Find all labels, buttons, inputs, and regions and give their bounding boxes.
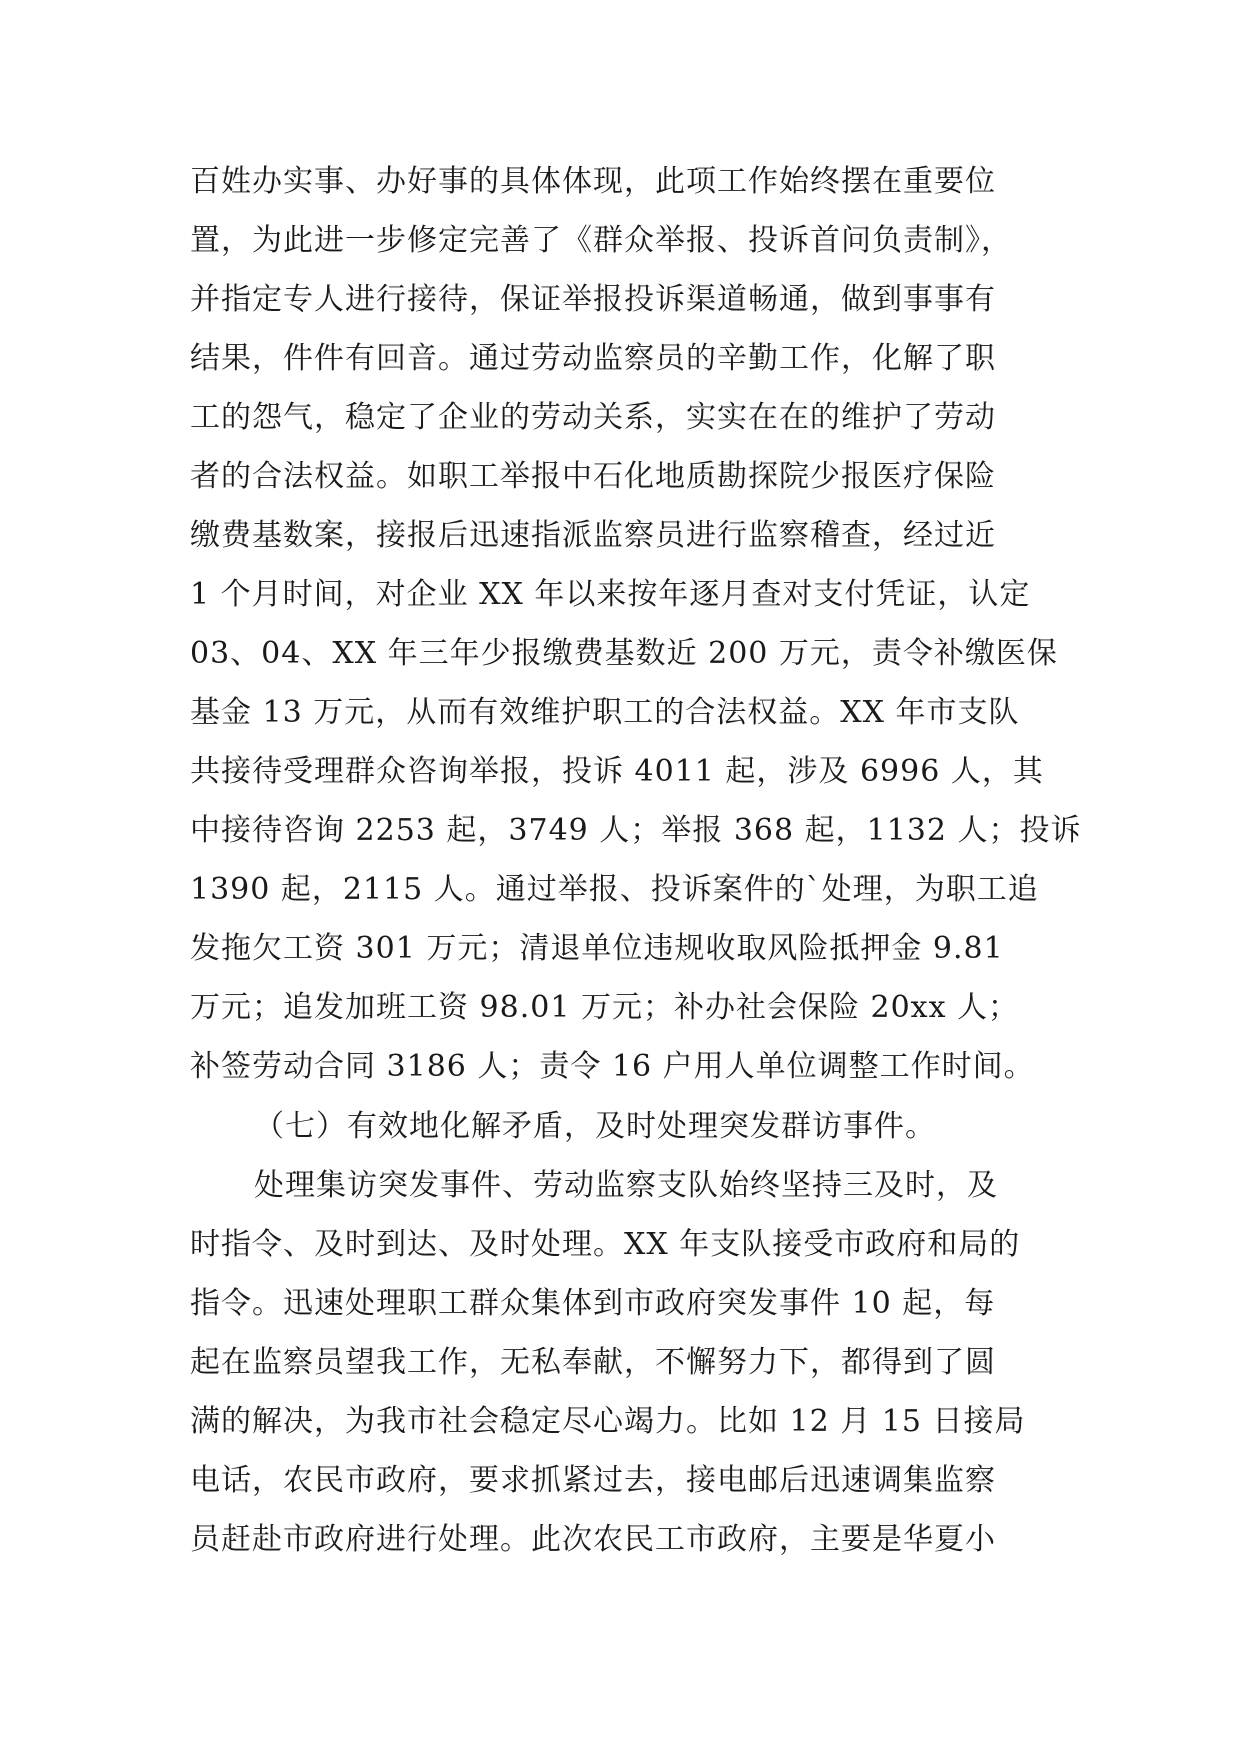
text-line: 时指令、及时到达、及时处理。XX 年支队接受市政府和局的 — [190, 1227, 1021, 1262]
text-line: 基金 13 万元，从而有效维护职工的合法权益。XX 年市支队 — [190, 695, 1020, 730]
text-line: 起在监察员望我工作，无私奉献，不懈努力下，都得到了圆 — [190, 1345, 996, 1380]
section-heading: （七）有效地化解矛盾，及时处理突发群访事件。 — [254, 1109, 936, 1144]
text-line: 缴费基数案，接报后迅速指派监察员进行监察稽查，经过近 — [190, 518, 996, 553]
text-line: 工的怨气，稳定了企业的劳动关系，实实在在的维护了劳动 — [190, 400, 996, 435]
text-line: 者的合法权益。如职工举报中石化地质勘探院少报医疗保险 — [190, 459, 996, 494]
text-line: 处理集访突发事件、劳动监察支队始终坚持三及时，及 — [254, 1168, 998, 1203]
text-line: 员赶赴市政府进行处理。此次农民工市政府，主要是华夏小 — [190, 1522, 996, 1557]
text-line: 中接待咨询 2253 起，3749 人；举报 368 起，1132 人；投诉 — [190, 813, 1082, 848]
section-heading-block — [190, 1097, 1062, 1156]
text-line: 百姓办实事、办好事的具体体现，此项工作始终摆在重要位 — [190, 164, 996, 199]
text-line: 补签劳动合同 3186 人；责令 16 户用人单位调整工作时间。 — [190, 1049, 1035, 1084]
paragraph-mass-petitions — [190, 1156, 1062, 1569]
text-line: 万元；追发加班工资 98.01 万元；补办社会保险 20xx 人； — [190, 990, 1020, 1025]
text-line: 并指定专人进行接待，保证举报投诉渠道畅通，做到事事有 — [190, 282, 996, 317]
text-line: 1390 起，2115 人。通过举报、投诉案件的`处理，为职工追 — [190, 872, 1039, 907]
text-line: 1 个月时间，对企业 XX 年以来按年逐月查对支付凭证，认定 — [190, 577, 1031, 612]
text-line: 结果，件件有回音。通过劳动监察员的辛勤工作，化解了职 — [190, 341, 996, 376]
text-line: 满的解决，为我市社会稳定尽心竭力。比如 12 月 15 日接局 — [190, 1404, 1026, 1439]
text-line: 置，为此进一步修定完善了《群众举报、投诉首问负责制》， — [190, 223, 1012, 258]
text-line: 发拖欠工资 301 万元；清退单位违规收取风险抵押金 9.81 — [190, 931, 1004, 966]
paragraph-labor-complaints — [190, 152, 1082, 1096]
text-line: 03、04、XX 年三年少报缴费基数近 200 万元，责令补缴医保 — [190, 636, 1058, 671]
text-line: 共接待受理群众咨询举报，投诉 4011 起，涉及 6996 人，其 — [190, 754, 1044, 789]
text-line: 指令。迅速处理职工群众集体到市政府突发事件 10 起，每 — [190, 1286, 996, 1321]
text-line: 电话，农民市政府，要求抓紧过去，接电邮后迅速调集监察 — [190, 1463, 996, 1498]
